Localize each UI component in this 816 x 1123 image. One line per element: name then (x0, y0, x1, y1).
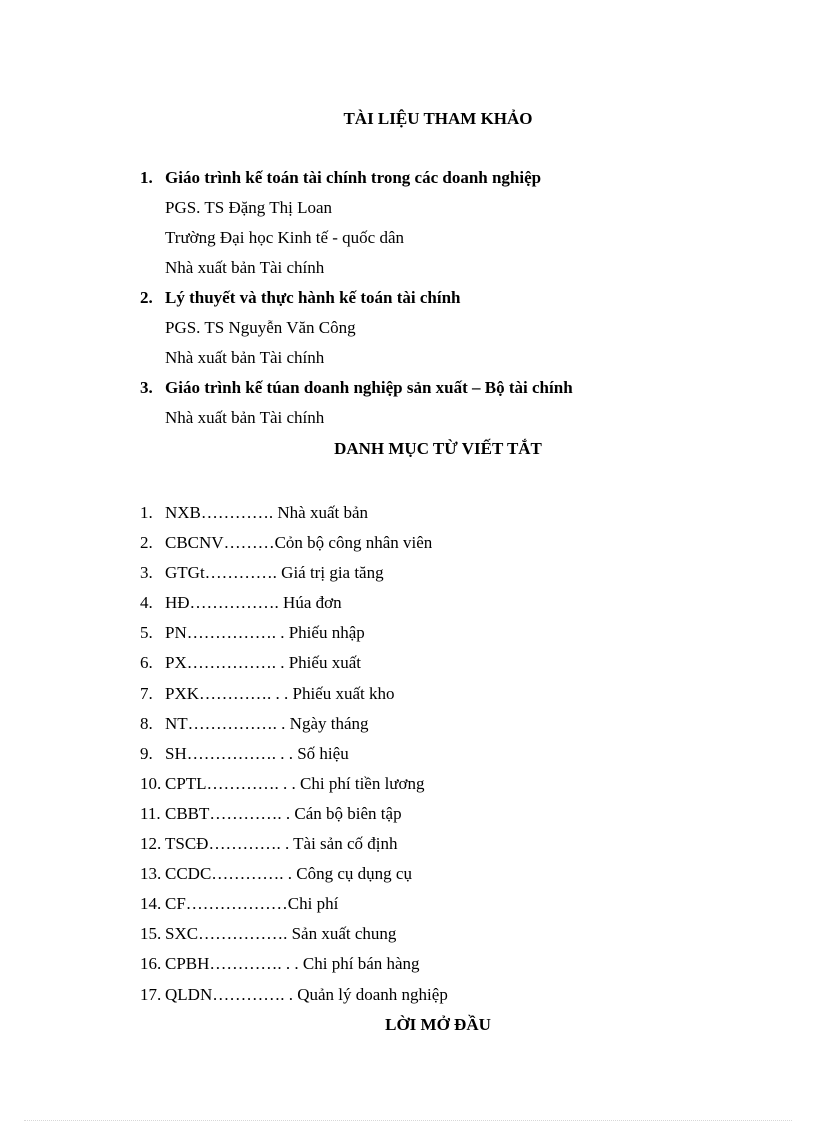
reference-author: PGS. TS Đặng Thị Loan (165, 198, 333, 217)
abbreviation-number: 1. (140, 503, 153, 522)
abbreviation-number: 16. (140, 954, 162, 974)
abbreviation-item (0, 804, 816, 834)
reference-title-line (0, 168, 816, 198)
abbreviation-number: 6. (140, 653, 153, 673)
abbreviation-number: 2. (140, 533, 153, 553)
abbreviation-number: 3. (140, 563, 153, 583)
abbreviation-number: 11. (140, 803, 161, 823)
reference-publisher: Nhà xuất bản Tài chính (165, 348, 325, 367)
abbreviation-number: 15. (140, 924, 162, 944)
abbreviation-item (0, 894, 816, 924)
abbreviation-number: 14. (140, 894, 162, 914)
abbreviations-list (0, 503, 816, 1015)
abbreviation-item (0, 744, 816, 774)
abbreviation-text: CCDC…………. . Công cụ dụng cụ (165, 864, 412, 884)
abbreviation-number: 7. (140, 683, 153, 703)
abbreviation-text: TSCĐ…………. . Tài sản cố định (165, 834, 398, 854)
abbreviation-text: HĐ……………. Húa đơn (165, 593, 342, 613)
abbreviation-text: GTGt…………. Giá trị gia tăng (165, 563, 384, 583)
abbreviation-item (0, 503, 816, 533)
abbreviation-text: PXK…………. . . Phiếu xuất kho (165, 683, 395, 703)
abbreviation-item (0, 533, 816, 563)
abbreviation-text: PX……………. . Phiếu xuất (165, 653, 361, 673)
abbreviation-item (0, 653, 816, 683)
reference-institution: Trường Đại học Kinh tế - quốc dân (165, 228, 405, 247)
introduction-heading: LỜI MỞ ĐẦU (385, 1015, 491, 1034)
reference-item (0, 288, 816, 378)
abbreviation-text: CPTL…………. . . Chi phí tiền lương (165, 773, 425, 793)
abbreviation-item (0, 954, 816, 984)
references-list (0, 168, 816, 438)
references-heading: TÀI LIỆU THAM KHẢO (343, 109, 533, 128)
abbreviation-item (0, 924, 816, 954)
abbreviation-text: SH……………. . . Số hiệu (165, 743, 349, 763)
reference-author: PGS. TS Nguyễn Văn Công (165, 318, 356, 337)
abbreviation-number: 8. (140, 713, 153, 733)
abbreviation-item (0, 563, 816, 593)
reference-publisher: Nhà xuất bản Tài chính (165, 408, 325, 427)
abbreviation-item (0, 593, 816, 623)
abbreviation-item (0, 774, 816, 804)
reference-publisher: Nhà xuất bản Tài chính (165, 258, 325, 277)
abbreviation-text: CF………………Chi phí (165, 894, 339, 914)
abbreviation-text: CPBH…………. . . Chi phí bán hàng (165, 954, 420, 974)
abbreviation-number: 10. (140, 773, 162, 793)
abbreviations-heading: DANH MỤC TỪ VIẾT TẮT (334, 439, 542, 458)
abbreviation-text: CBBT…………. . Cán bộ biên tập (165, 803, 402, 823)
abbreviation-item (0, 864, 816, 894)
abbreviation-item (0, 985, 816, 1015)
abbreviation-number: 4. (140, 593, 153, 613)
abbreviation-number: 17. (140, 984, 162, 1004)
abbreviation-number: 9. (140, 743, 153, 763)
reference-title-line (0, 378, 816, 408)
abbreviation-text: SXC……………. Sản xuất chung (165, 924, 397, 944)
reference-title: Lý thuyết và thực hành kế toán tài chính (165, 288, 461, 307)
abbreviation-number: 12. (140, 834, 162, 854)
reference-number: 1. (140, 168, 153, 187)
abbreviation-number: 5. (140, 623, 153, 643)
abbreviation-item (0, 714, 816, 744)
reference-title: Giáo trình kế túan doanh nghiệp sản xuất – Bộ tài chính (165, 378, 573, 397)
reference-number: 2. (140, 288, 153, 307)
abbreviation-text: NXB…………. Nhà xuất bản (165, 503, 369, 522)
abbreviation-item (0, 623, 816, 653)
abbreviation-text: PN……………. . Phiếu nhập (165, 623, 365, 643)
reference-title-line (0, 288, 816, 318)
reference-item (0, 378, 816, 438)
abbreviation-text: NT……………. . Ngày tháng (165, 713, 369, 733)
abbreviation-number: 13. (140, 864, 162, 884)
abbreviation-item (0, 834, 816, 864)
reference-item (0, 168, 816, 288)
reference-number: 3. (140, 378, 153, 397)
page-bottom-edge (24, 1120, 792, 1121)
abbreviation-text: CBCNV………Cỏn bộ công nhân viên (165, 533, 433, 553)
reference-title: Giáo trình kế toán tài chính trong các doanh nghiệp (165, 168, 542, 187)
abbreviation-text: QLDN…………. . Quản lý doanh nghiệp (165, 984, 448, 1004)
abbreviation-item (0, 684, 816, 714)
